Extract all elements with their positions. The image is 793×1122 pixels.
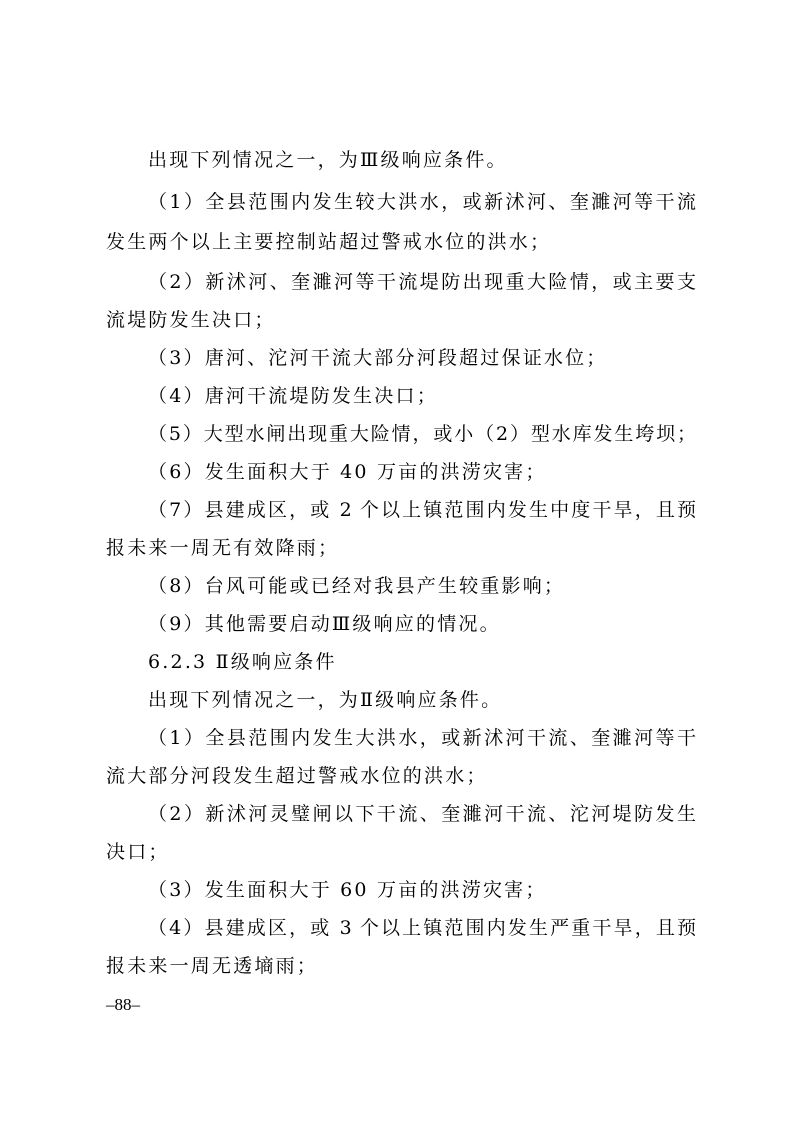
page-number: –88– bbox=[106, 995, 140, 1014]
condition-2-1-line-1: （1）全县范围内发生大洪水，或新沭河干流、奎濉河等干 bbox=[148, 727, 696, 749]
condition-2-4-line-2: 报未来一周无透墒雨； bbox=[106, 955, 319, 977]
condition-2-3: （3）发生面积大于 60 万亩的洪涝灾害； bbox=[148, 879, 547, 901]
condition-3-1-line-2: 发生两个以上主要控制站超过警戒水位的洪水； bbox=[106, 231, 552, 253]
condition-3-2-line-2: 流堤防发生决口； bbox=[106, 309, 276, 331]
section-heading-6-2-3: 6.2.3 Ⅱ级响应条件 bbox=[148, 651, 337, 673]
condition-3-1-line-1: （1）全县范围内发生较大洪水，或新沭河、奎濉河等干流 bbox=[148, 191, 696, 213]
condition-3-4: （4）唐河干流堤防发生决口； bbox=[148, 385, 438, 407]
paragraph-intro-level2: 出现下列情况之一，为Ⅱ级响应条件。 bbox=[148, 689, 503, 711]
condition-3-7-line-1: （7）县建成区，或 2 个以上镇范围内发生中度干旱，且预 bbox=[148, 499, 696, 521]
condition-3-9: （9）其他需要启动Ⅲ级响应的情况。 bbox=[148, 613, 501, 635]
condition-3-6: （6）发生面积大于 40 万亩的洪涝灾害； bbox=[148, 461, 547, 483]
condition-3-5: （5）大型水闸出现重大险情，或小（2）型水库发生垮坝； bbox=[148, 423, 696, 445]
paragraph-intro-level3: 出现下列情况之一，为Ⅲ级响应条件。 bbox=[148, 149, 508, 171]
condition-3-7-line-2: 报未来一周无有效降雨； bbox=[106, 537, 340, 559]
condition-2-2-line-1: （2）新沭河灵璧闸以下干流、奎濉河干流、沱河堤防发生 bbox=[148, 803, 696, 825]
condition-2-2-line-2: 决口； bbox=[106, 841, 170, 863]
condition-3-2-line-1: （2）新沭河、奎濉河等干流堤防出现重大险情，或主要支 bbox=[148, 271, 696, 293]
condition-2-1-line-2: 流大部分河段发生超过警戒水位的洪水； bbox=[106, 765, 488, 787]
condition-3-3: （3）唐河、沱河干流大部分河段超过保证水位； bbox=[148, 347, 608, 369]
condition-2-4-line-1: （4）县建成区，或 3 个以上镇范围内发生严重干旱，且预 bbox=[148, 917, 696, 939]
condition-3-8: （8）台风可能或已经对我县产生较重影响； bbox=[148, 575, 566, 597]
